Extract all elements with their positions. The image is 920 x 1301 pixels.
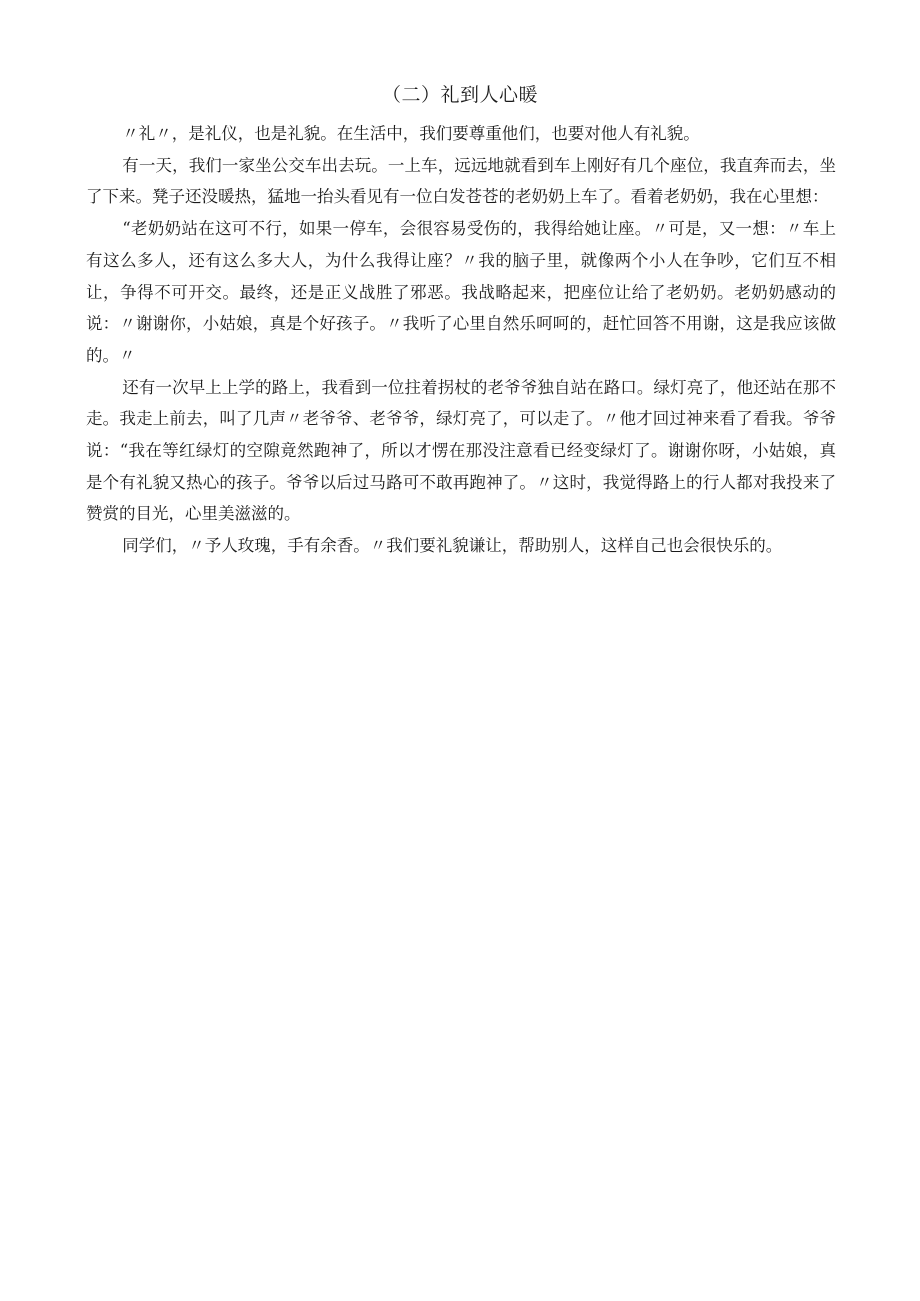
paragraph-bus-story: 有一天，我们一家坐公交车出去玩。一上车，远远地就看到车上刚好有几个座位，我直奔而去，坐了下来。凳子还没暖热，猛地一抬头看见有一位白发苍苍的老奶奶上车了。看着老奶奶，我在心里想： <box>86 155 836 207</box>
essay-body <box>86 118 836 562</box>
paragraph-bus-thoughts: “老奶奶站在这可不行，如果一停车，会很容易受伤的，我得给她让座。〃可是，又一想：〃车上有这么多人，还有这么多大人，为什么我得让座？〃我的脑子里，就像两个小人在争吵，它们互不相让，争得不可开交。最终，还是正义战胜了邪恶。我战略起来，把座位让给了老奶奶。老奶奶感动的说：〃谢谢你，小姑娘，真是个好孩子。〃我听了心里自然乐呵呵的，赶忙回答不用谢，这是我应该做的。〃 <box>86 219 836 365</box>
paragraph-crossing-story: 还有一次早上上学的路上，我看到一位拄着拐杖的老爷爷独自站在路口。绿灯亮了，他还站在那不走。我走上前去，叫了几声〃老爷爷、老爷爷，绿灯亮了，可以走了。〃他才回过神来看了看我。爷爷说：“我在等红绿灯的空隙竟然跑神了，所以才愣在那没注意看已经变绿灯了。谢谢你呀，小姑娘，真是个有礼貌又热心的孩子。爷爷以后过马路可不敢再跑神了。〃这时，我觉得路上的行人都对我投来了赞赏的目光，心里美滋滋的。 <box>86 377 836 524</box>
essay-title: （二）礼到人心暖 <box>381 84 538 106</box>
paragraph-conclusion: 同学们，〃予人玫瑰，手有余香。〃我们要礼貌谦让，帮助别人，这样自己也会很快乐的。 <box>122 536 783 556</box>
paragraph-intro: 〃礼〃，是礼仪，也是礼貌。在生活中，我们要尊重他们，也要对他人有礼貌。 <box>122 124 700 143</box>
